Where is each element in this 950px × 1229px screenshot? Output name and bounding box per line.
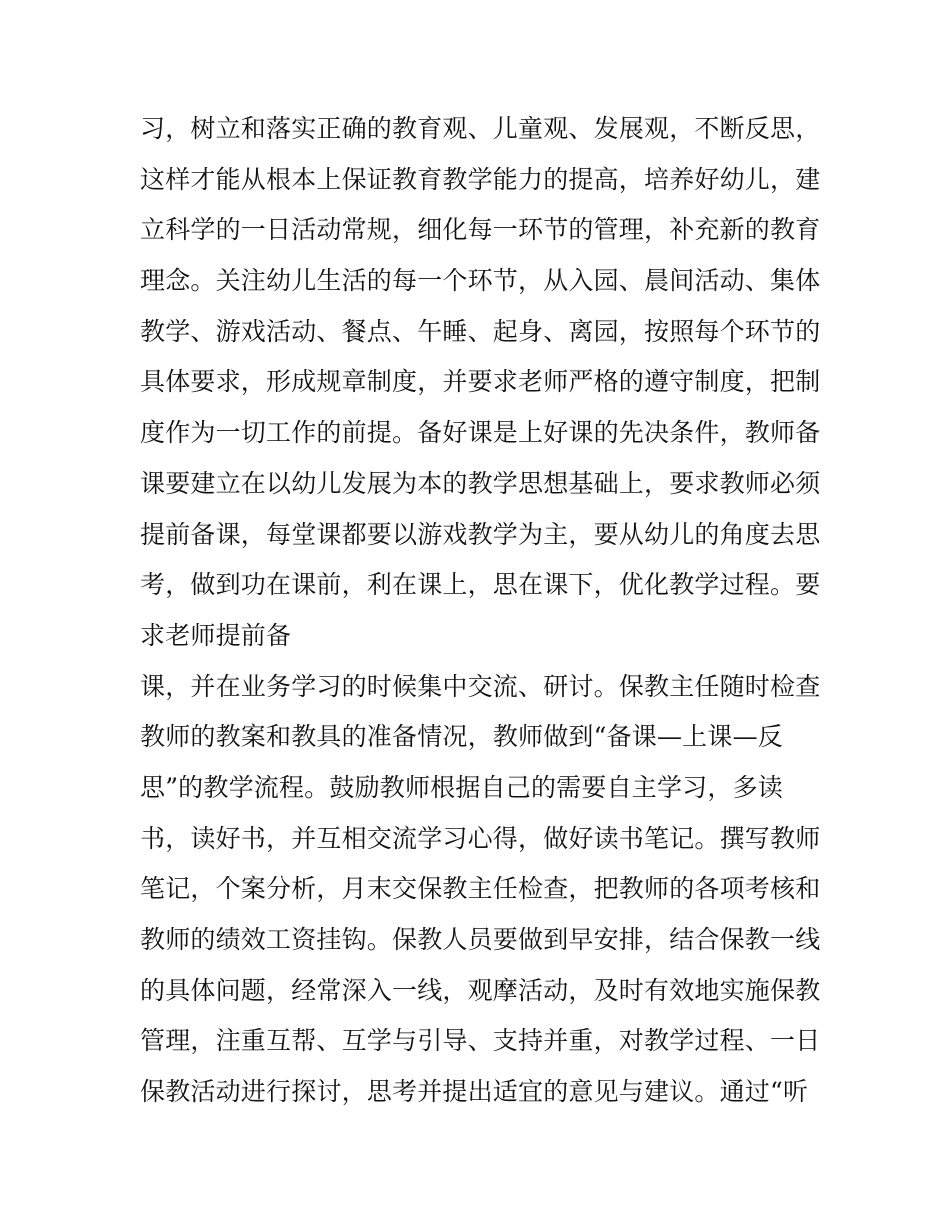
text-line: 求老师提前备 [140, 620, 292, 650]
text-line: 这样才能从根本上保证教育教学能力的提高，培养好幼儿，建 [140, 164, 821, 194]
text-line: 书，读好书，并互相交流学习心得，做好读书笔记。撰写教师 [140, 823, 821, 853]
text-line: 习，树立和落实正确的教育观、儿童观、发展观，不断反思， [140, 114, 821, 143]
body-text [140, 104, 820, 1118]
text-line: 提前备课，每堂课都要以游戏教学为主，要从幼儿的角度去思 [140, 519, 821, 549]
text-line: 管理，注重互帮、互学与引导、支持并重，对教学过程、一日 [140, 1026, 821, 1056]
text-line: 保教活动进行探讨，思考并提出适宜的意见与建议。通过“听 [140, 1077, 809, 1107]
text-line: 的具体问题，经常深入一线，观摩活动，及时有效地实施保教 [140, 975, 821, 1005]
text-line: 理念。关注幼儿生活的每一个环节，从入园、晨间活动、集体 [140, 266, 821, 296]
text-line: 度作为一切工作的前提。备好课是上好课的先决条件，教师备 [140, 418, 821, 448]
text-line: 考，做到功在课前，利在课上，思在课下，优化教学过程。要 [140, 570, 821, 600]
text-line: 立科学的一日活动常规，细化每一环节的管理，补充新的教育 [140, 215, 821, 245]
text-line: 教师的教案和教具的准备情况，教师做到“备课—上课—反 [140, 722, 783, 752]
text-line: 笔记，个案分析，月末交保教主任检查，把教师的各项考核和 [140, 874, 821, 904]
text-line: 具体要求，形成规章制度，并要求老师严格的遵守制度，把制 [140, 367, 821, 397]
text-line: 课，并在业务学习的时候集中交流、研讨。保教主任随时检查 [140, 671, 821, 701]
text-line: 思”的教学流程。鼓励教师根据自己的需要自主学习，多读 [140, 772, 783, 802]
text-line: 教师的绩效工资挂钩。保教人员要做到早安排，结合保教一线 [140, 925, 821, 954]
text-line: 课要建立在以幼儿发展为本的教学思想基础上，要求教师必须 [140, 468, 821, 498]
text-line: 教学、游戏活动、餐点、午睡、起身、离园，按照每个环节的 [140, 316, 821, 346]
